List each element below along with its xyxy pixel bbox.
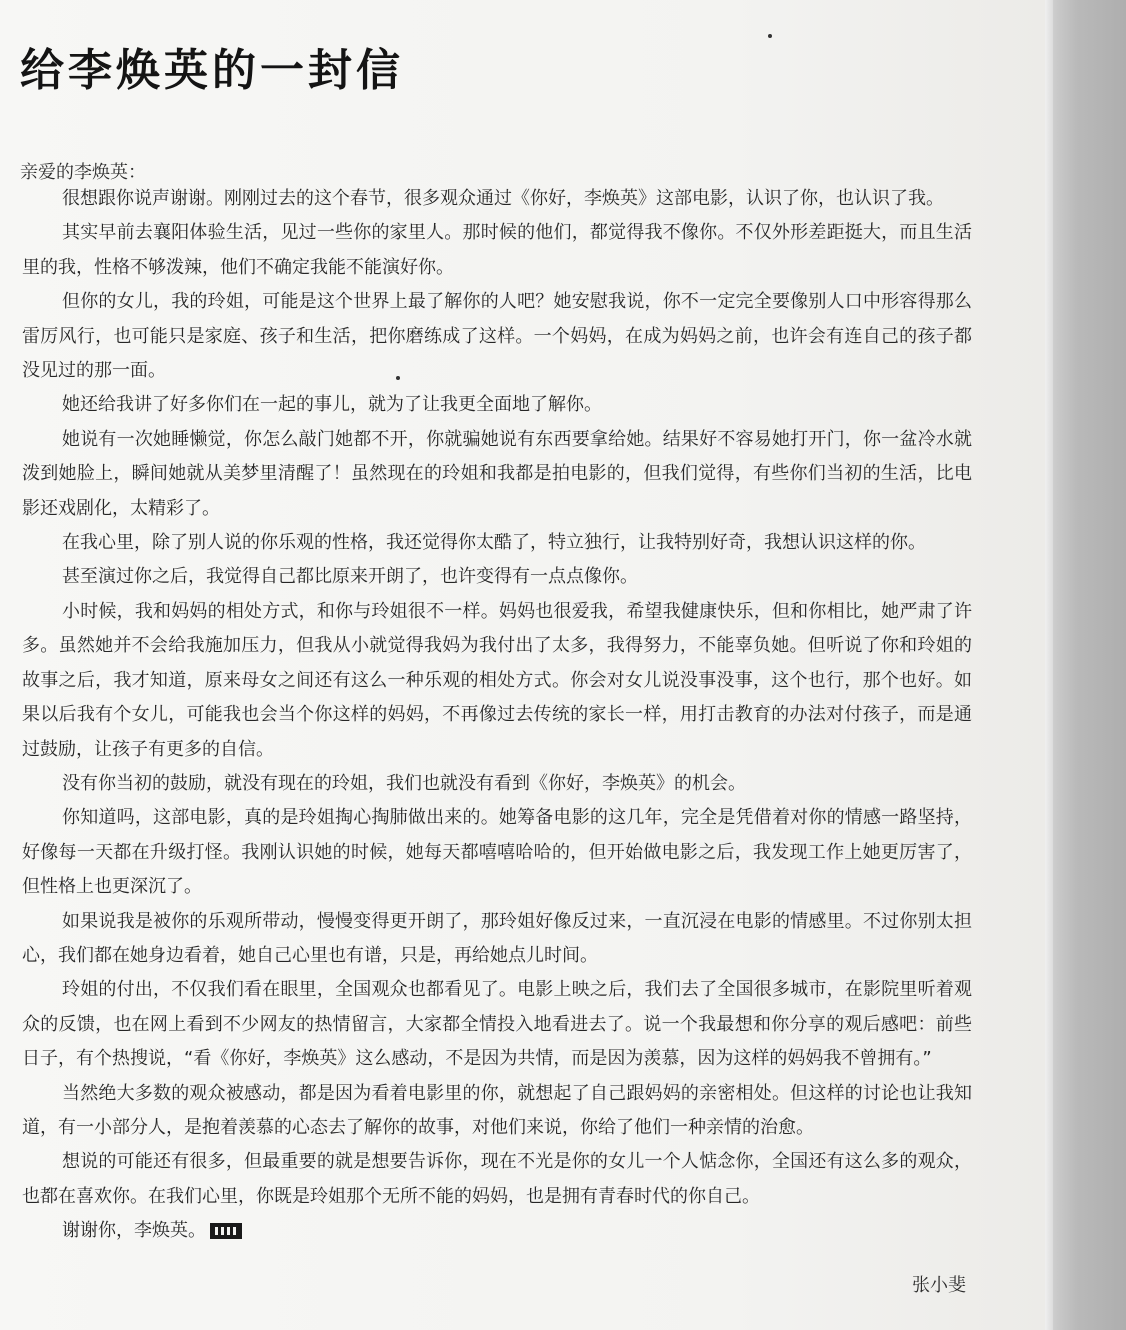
page-edge [1045,0,1053,1330]
paragraph: 她说有一次她睡懒觉，你怎么敲门她都不开，你就骗她说有东西要拿给她。结果好不容易她打开门，你一盆冷水就泼到她脸上，瞬间她就从美梦里清醒了！虽然现在的玲姐和我都是拍电影的，但我们觉得，有些你们当初的生活，比电影还戏剧化，太精彩了。 [22,428,972,519]
paragraph: 你知道吗，这部电影，真的是玲姐掏心掏肺做出来的。她筹备电影的这几年，完全是凭借着对你的情感一路坚持，好像每一天都在升级打怪。我刚认识她的时候，她每天都嘻嘻哈哈的，但开始做电影之后，我发现工作上她更厉害了，但性格上也更深沉了。 [22,807,972,898]
print-speck [768,34,772,38]
closing-line [22,1214,972,1248]
page-spine-shadow [1045,0,1126,1330]
letter-salutation: 亲爱的李焕英： [20,162,146,183]
paragraph: 小时候，我和妈妈的相处方式，和你与玲姐很不一样。妈妈也很爱我，希望我健康快乐，但和你相比，她严肃了许多。虽然她并不会给我施加压力，但我从小就觉得我妈为我付出了太多，我得努力，不能辜负她。但听说了你和玲姐的故事之后，我才知道，原来母女之间还有这么一种乐观的相处方式。你会对女儿说没事没事，这个也行，那个也好。如果以后我有个女儿，可能我也会当个你这样的妈妈，不再像过去传统的家长一样，用打击教育的办法对付孩子，而是通过鼓励，让孩子有更多的自信。 [22,600,972,760]
paragraph: 玲姐的付出，不仅我们看在眼里，全国观众也都看见了。电影上映之后，我们去了全国很多城市，在影院里听着观众的反馈，也在网上看到不少网友的热情留言，大家都全情投入地看进去了。说一个我最想和你分享的观后感吧：前些日子，有个热搜说，“看《你好，李焕英》这么感动，不是因为共情，而是因为羡慕，因为这样的妈妈我不曾拥有。” [22,979,972,1070]
paragraph: 想说的可能还有很多，但最重要的就是想要告诉你，现在不光是你的女儿一个人惦念你，全国还有这么多的观众，也都在喜欢你。在我们心里，你既是玲姐那个无所不能的妈妈，也是拥有青春时代的你自己。 [22,1151,972,1207]
author-signature: 张小斐 [912,1275,966,1296]
end-of-article-icon [210,1223,242,1239]
letter-body [22,182,972,1249]
paragraph: 没有你当初的鼓励，就没有现在的玲姐，我们也就没有看到《你好，李焕英》的机会。 [62,772,746,794]
paragraph: 很想跟你说声谢谢。刚刚过去的这个春节，很多观众通过《你好，李焕英》这部电影，认识了你，也认识了我。 [62,188,944,209]
closing-text: 谢谢你，李焕英。 [62,1220,206,1242]
paragraph: 在我心里，除了别人说的你乐观的性格，我还觉得你太酷了，特立独行，让我特别好奇，我想认识这样的你。 [62,532,926,554]
paragraph: 当然绝大多数的观众被感动，都是因为看着电影里的你，就想起了自己跟妈妈的亲密相处。但这样的讨论也让我知道，有一小部分人，是抱着羡慕的心态去了解你的故事，对他们来说，你给了他们一种亲情的治愈。 [22,1082,972,1138]
article-title: 给李焕英的一封信 [20,45,404,96]
paragraph: 甚至演过你之后，我觉得自己都比原来开朗了，也许变得有一点点像你。 [62,566,638,588]
paragraph: 其实早前去襄阳体验生活，见过一些你的家里人。那时候的他们，都觉得我不像你。不仅外形差距挺大，而且生活里的我，性格不够泼辣，他们不确定我能不能演好你。 [22,222,972,278]
paragraph: 但你的女儿，我的玲姐，可能是这个世界上最了解你的人吧？她安慰我说，你不一定完全要像别人口中形容得那么雷厉风行，也可能只是家庭、孩子和生活，把你磨练成了这样。一个妈妈，在成为妈妈之前，也许会有连自己的孩子都没见过的那一面。 [22,291,972,382]
paragraph: 她还给我讲了好多你们在一起的事儿，就为了让我更全面地了解你。 [62,394,602,416]
paragraph: 如果说我是被你的乐观所带动，慢慢变得更开朗了，那玲姐好像反过来，一直沉浸在电影的情感里。不过你别太担心，我们都在她身边看着，她自己心里也有谱，只是，再给她点儿时间。 [22,910,972,966]
